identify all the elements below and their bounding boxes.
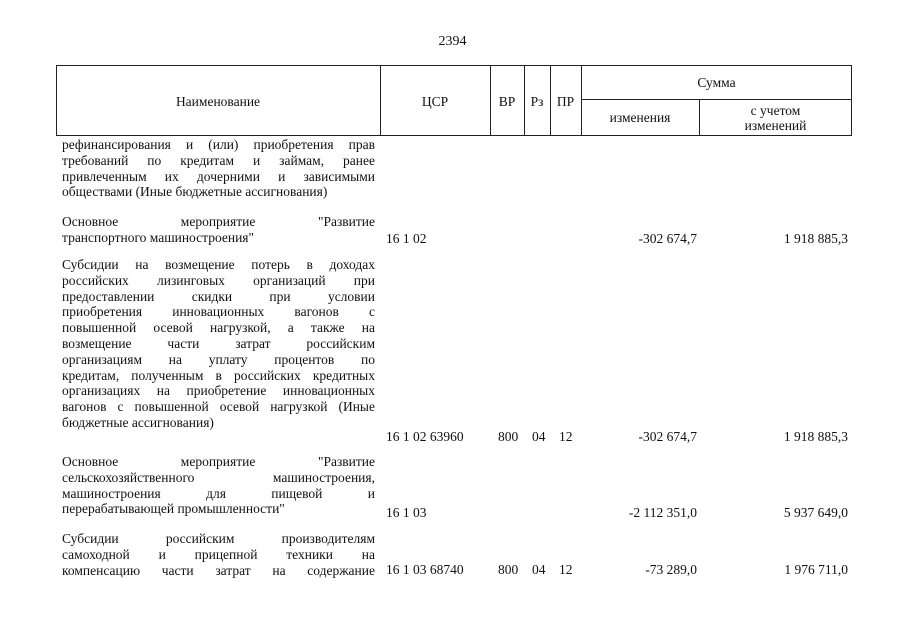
csr-code: 16 1 02 [386,231,427,246]
name-line: транспортного машиностроения" [62,229,255,245]
row-name [62,137,375,200]
row-name [62,454,375,517]
header-changes: изменения [609,110,671,125]
change-amount: -73 289,0 [645,562,697,577]
vr-code: 800 [498,429,519,444]
name-line: возмещение части затрат российским [62,335,375,351]
name-line: кредитам, полученным в российских кредитных [62,367,375,383]
name-line: вагонов с повышенной осевой нагрузкой (Иные [62,399,375,415]
header-sum: Сумма [697,75,736,90]
header-name: Наименование [175,93,261,109]
total-amount: 1 918 885,3 [783,429,848,444]
page-number: 2394 [438,34,467,49]
change-amount: -302 674,7 [638,231,697,246]
header-with-changes-line2: изменений [744,117,807,133]
total-amount: 1 976 711,0 [784,562,848,577]
name-line: Субсидии на возмещение потерь в доходах [62,257,375,272]
header-vr: ВР [498,93,516,109]
vr-code: 800 [498,562,519,577]
name-line: обществами (Иные бюджетные ассигнования) [62,184,328,200]
header-rz: Рз [530,93,544,109]
name-line: предоставлении скидки при условии [62,288,375,304]
header-with-changes [700,100,851,135]
name-line: перерабатывающей промышленности" [62,501,285,517]
name-line: Субсидии российским производителям [62,531,375,546]
name-line: требований по кредитам и займам, ранее [62,152,375,168]
name-line: Основное мероприятие "Развитие [62,214,375,229]
name-line: машиностроения для пищевой и [62,485,375,501]
name-line: бюджетные ассигнования) [62,414,214,430]
name-line: повышенной осевой нагрузкой, а также на [62,320,375,336]
rz-code: 04 [532,562,546,577]
name-line: организациях на приобретение инновационных [62,383,375,399]
table-header [56,65,852,135]
pr-code: 12 [559,562,573,577]
name-line: сельскохозяйственного машиностроения, [62,469,375,485]
header-csr: ЦСР [421,93,449,109]
name-line: рефинансирования и (или) приобретения прав [62,137,375,152]
header-with-changes-line1: с учетом [750,102,801,118]
name-line: российских лизинговых организаций при [62,272,375,288]
name-line: Основное мероприятие "Развитие [62,454,375,469]
row-name [62,214,375,246]
header-pr: ПР [556,93,575,109]
name-line: организациям на уплату процентов по [62,351,375,367]
csr-code: 16 1 02 63960 [386,429,464,444]
name-line: самоходной и прицепной техники на [62,546,375,562]
name-line: приобретения инновационных вагонов с [62,304,375,320]
rz-code: 04 [532,429,546,444]
row-name [62,257,375,431]
change-amount: -2 112 351,0 [628,505,697,520]
total-amount: 5 937 649,0 [783,505,848,520]
name-line: компенсацию части затрат на содержание [62,562,375,578]
csr-code: 16 1 03 68740 [386,562,464,577]
name-line: привлеченным их дочерними и зависимыми [62,168,375,184]
csr-code: 16 1 03 [386,505,427,520]
row-name [62,531,375,578]
pr-code: 12 [559,429,573,444]
change-amount: -302 674,7 [638,429,697,444]
total-amount: 1 918 885,3 [783,231,848,246]
